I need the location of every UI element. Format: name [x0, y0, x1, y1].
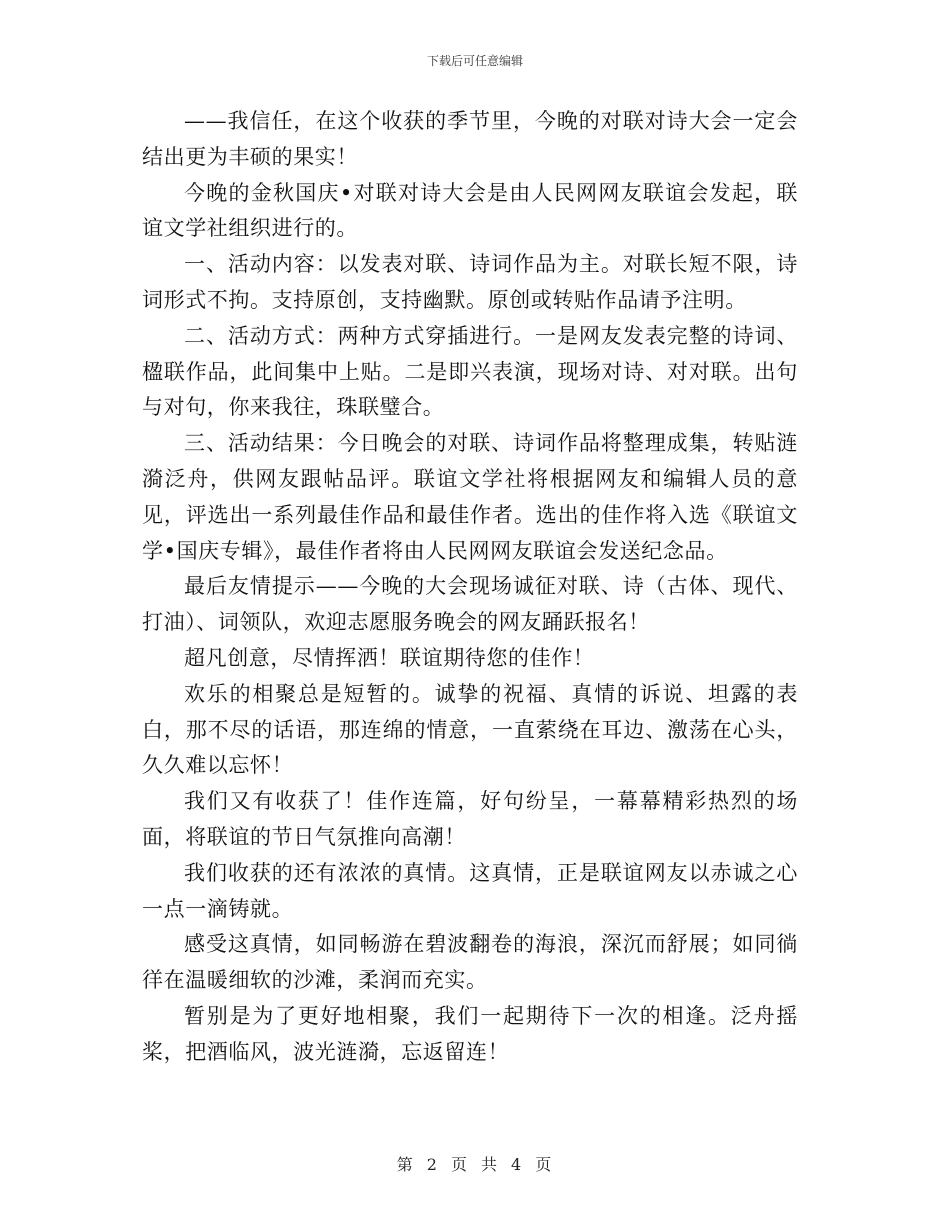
paragraph: 感受这真情，如同畅游在碧波翻卷的海浪，深沉而舒展；如同徜徉在温暖细软的沙滩，柔润而充实。: [142, 932, 798, 993]
footer-prefix: 第: [396, 1155, 415, 1174]
footer-total-word: 共: [481, 1155, 500, 1174]
paragraph: 欢乐的相聚总是短暂的。诚挚的祝福、真情的诉说、坦露的表白，那不尽的话语，那连绵的情意，一直萦绕在耳边、激荡在心头，久久难以忘怀！: [142, 681, 798, 778]
paragraph: 今晚的金秋国庆•对联对诗大会是由人民网网友联谊会发起，联谊文学社组织进行的。: [142, 180, 798, 241]
paragraph: 一、活动内容：以发表对联、诗词作品为主。对联长短不限，诗词形式不拘。支持原创，支持幽默。原创或转贴作品请予注明。: [142, 252, 798, 312]
footer-page-word: 页: [450, 1155, 469, 1174]
paragraph: 超凡创意，尽情挥洒！联谊期待您的佳作！: [184, 645, 595, 670]
paragraph: 最后友情提示——今晚的大会现场诚征对联、诗（古体、现代、打油）、词领队，欢迎志愿服务晚会的网友踊跃报名！: [142, 574, 798, 635]
paragraph: 二、活动方式：两种方式穿插进行。一是网友发表完整的诗词、楹联作品，此间集中上贴。二是即兴表演，现场对诗、对对联。出句与对句，你来我往，珠联璧合。: [142, 323, 798, 420]
paragraph: 我们收获的还有浓浓的真情。这真情，正是联谊网友以赤诚之心一点一滴铸就。: [142, 860, 798, 921]
paragraph: 暂别是为了更好地相聚，我们一起期待下一次的相逢。泛舟摇桨，把酒临风，波光涟漪，忘返留连！: [142, 1003, 798, 1064]
document-body: [142, 104, 798, 1071]
total-pages-number: 4: [511, 1155, 524, 1174]
paragraph: 我们又有收获了！佳作连篇，好句纷呈，一幕幕精彩热烈的场面，将联谊的节日气氛推向高潮！: [142, 789, 798, 849]
page-header: 下载后可任意编辑: [426, 54, 523, 68]
paragraph: 三、活动结果：今日晚会的对联、诗词作品将整理成集，转贴涟漪泛舟，供网友跟帖品评。联谊文学社将根据网友和编辑人员的意见，评选出一系列最佳作品和最佳作者。选出的佳作将入选《联谊文学•国庆专辑》，最佳作者将由人民网网友联谊会发送纪念品。: [142, 431, 798, 563]
page-number-footer: [0, 1152, 950, 1175]
current-page-number: 2: [426, 1155, 439, 1174]
paragraph: ——我信任，在这个收获的季节里，今晚的对联对诗大会一定会结出更为丰硕的果实！: [142, 109, 798, 169]
footer-suffix: 页: [535, 1155, 554, 1174]
